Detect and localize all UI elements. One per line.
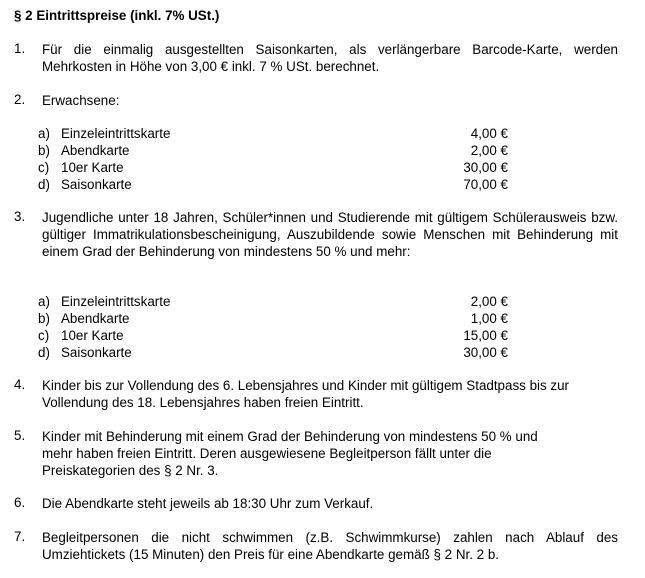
adult-price-list [38, 125, 508, 193]
price-row-label: Einzeleintrittskarte [61, 126, 171, 141]
item-6-text: Die Abendkarte steht jeweils ab 18:30 Uhr zum Verkauf. [42, 496, 374, 511]
price-row-price: 4,00 € [470, 126, 508, 141]
item-1-text: Für die einmalig ausgestellten Saisonkarten, als verlängerbare Barcode-Karte, werden Mehrkosten in Höhe von 3,00 € inkl. 7 % USt. berechnet. [42, 42, 618, 74]
price-row-label: Saisonkarte [61, 345, 132, 360]
price-row-label: Einzeleintrittskarte [61, 294, 171, 309]
price-row [38, 159, 508, 176]
price-row-price: 30,00 € [463, 160, 508, 175]
item-5-line: Preiskategorien des § 2 Nr. 3. [42, 463, 219, 478]
item-4-text: Kinder bis zur Vollendung des 6. Lebensjahres und Kinder mit gültigem Stadtpass bis zur Vollendung des 18. Lebensjahres haben freien Eintritt. [42, 378, 570, 410]
price-row [38, 293, 508, 310]
price-row [38, 125, 508, 142]
price-row-letter: c) [38, 160, 50, 175]
price-row-price: 15,00 € [463, 328, 508, 343]
item-5-text [42, 428, 618, 479]
item-2-text: Erwachsene: [42, 93, 120, 108]
price-row-price: 70,00 € [463, 177, 508, 192]
price-row [38, 344, 508, 361]
item-1-number: 1. [14, 41, 26, 56]
item-5-line: Kinder mit Behinderung mit einem Grad der Behinderung von mindestens 50 % und [42, 429, 538, 444]
price-row-price: 30,00 € [463, 345, 508, 360]
price-row-letter: b) [38, 311, 50, 326]
price-row-letter: a) [38, 126, 50, 141]
price-row [38, 310, 508, 327]
item-7-text: Begleitpersonen die nicht schwimmen (z.B. Schwimmkurse) zahlen nach Ablauf des Umziehtickets (15 Minuten) den Preis für eine Abendkarte gemäß § 2 Nr. 2 b. [42, 530, 618, 562]
section-heading: § 2 Eintrittspreise (inkl. 7% USt.) [14, 8, 220, 23]
price-row-label: 10er Karte [61, 328, 124, 343]
price-row-letter: d) [38, 345, 50, 360]
price-row-price: 2,00 € [470, 294, 508, 309]
price-row-letter: b) [38, 143, 50, 158]
price-row-label: Abendkarte [61, 311, 130, 326]
price-row-price: 1,00 € [470, 311, 508, 326]
price-row [38, 142, 508, 159]
price-row-letter: d) [38, 177, 50, 192]
item-3-number: 3. [14, 209, 26, 224]
item-6-number: 6. [14, 495, 26, 510]
item-5-number: 5. [14, 428, 26, 443]
item-4-number: 4. [14, 377, 26, 392]
reduced-price-list [38, 293, 508, 361]
price-row-letter: c) [38, 328, 50, 343]
item-2-number: 2. [14, 92, 26, 107]
price-row-price: 2,00 € [470, 143, 508, 158]
price-row-label: 10er Karte [61, 160, 124, 175]
price-row-letter: a) [38, 294, 50, 309]
item-3-text: Jugendliche unter 18 Jahren, Schüler*innen und Studierende mit gültigem Schülerausweis bzw. gültiger Immatrikulationsbescheinigung, Auszubildende sowie Menschen mit Behinderung mit einem Grad der Behinderung von mindestens 50 % und mehr: [42, 210, 618, 259]
price-row [38, 176, 508, 193]
item-7-number: 7. [14, 529, 26, 544]
price-row-label: Abendkarte [61, 143, 130, 158]
item-5-line: mehr haben freien Eintritt. Deren ausgewiesene Begleitperson fällt unter die [42, 446, 492, 461]
price-row [38, 327, 508, 344]
price-row-label: Saisonkarte [61, 177, 132, 192]
